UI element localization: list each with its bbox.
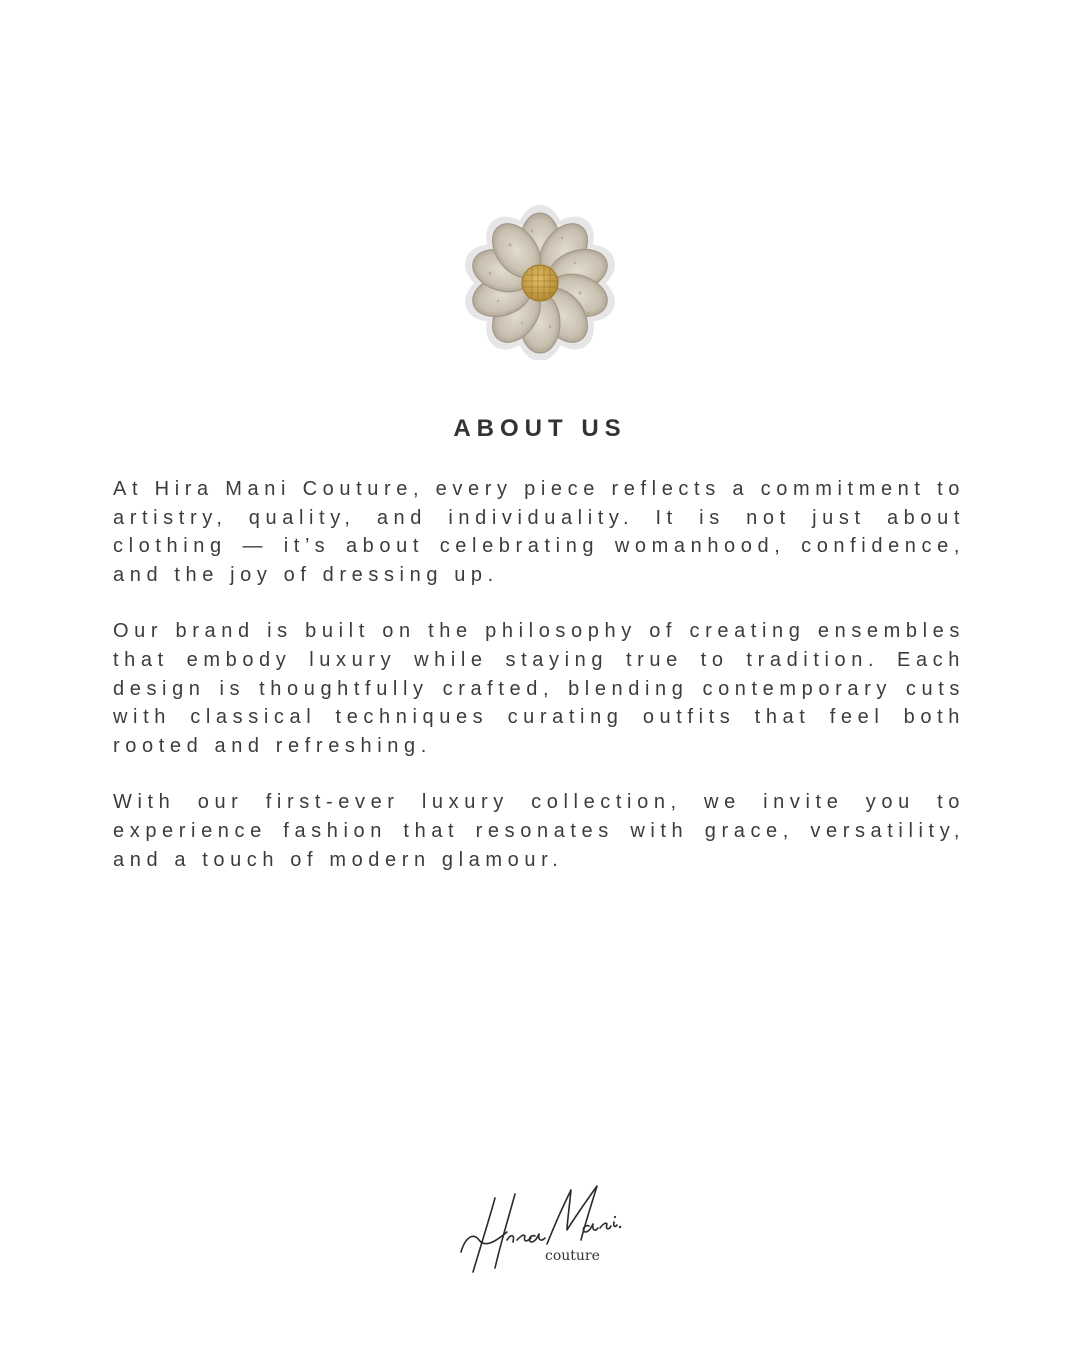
about-body xyxy=(113,475,965,902)
stone-flower-ornament xyxy=(465,205,615,360)
about-paragraph: At Hira Mani Couture, every piece reflects a commitment to artistry, quality, and individuality. It is not just about clothing — it’s about celebrating womanhood, confidence, and the joy of dressing up. xyxy=(113,478,965,586)
about-paragraph: With our first-ever luxury collection, we invite you to experience fashion that resonates with grace, versatility, and a touch of modern glamour. xyxy=(113,791,965,871)
brand-logo xyxy=(455,1180,625,1280)
page-title: ABOUT US xyxy=(453,415,627,442)
logo-subtitle: couture xyxy=(545,1248,600,1264)
about-paragraph: Our brand is built on the philosophy of creating ensembles that embody luxury while staying true to tradition. Each design is thoughtfully crafted, blending contemporary cuts with classical techniques curating outfits that feel both rooted and refreshing. xyxy=(113,620,965,757)
